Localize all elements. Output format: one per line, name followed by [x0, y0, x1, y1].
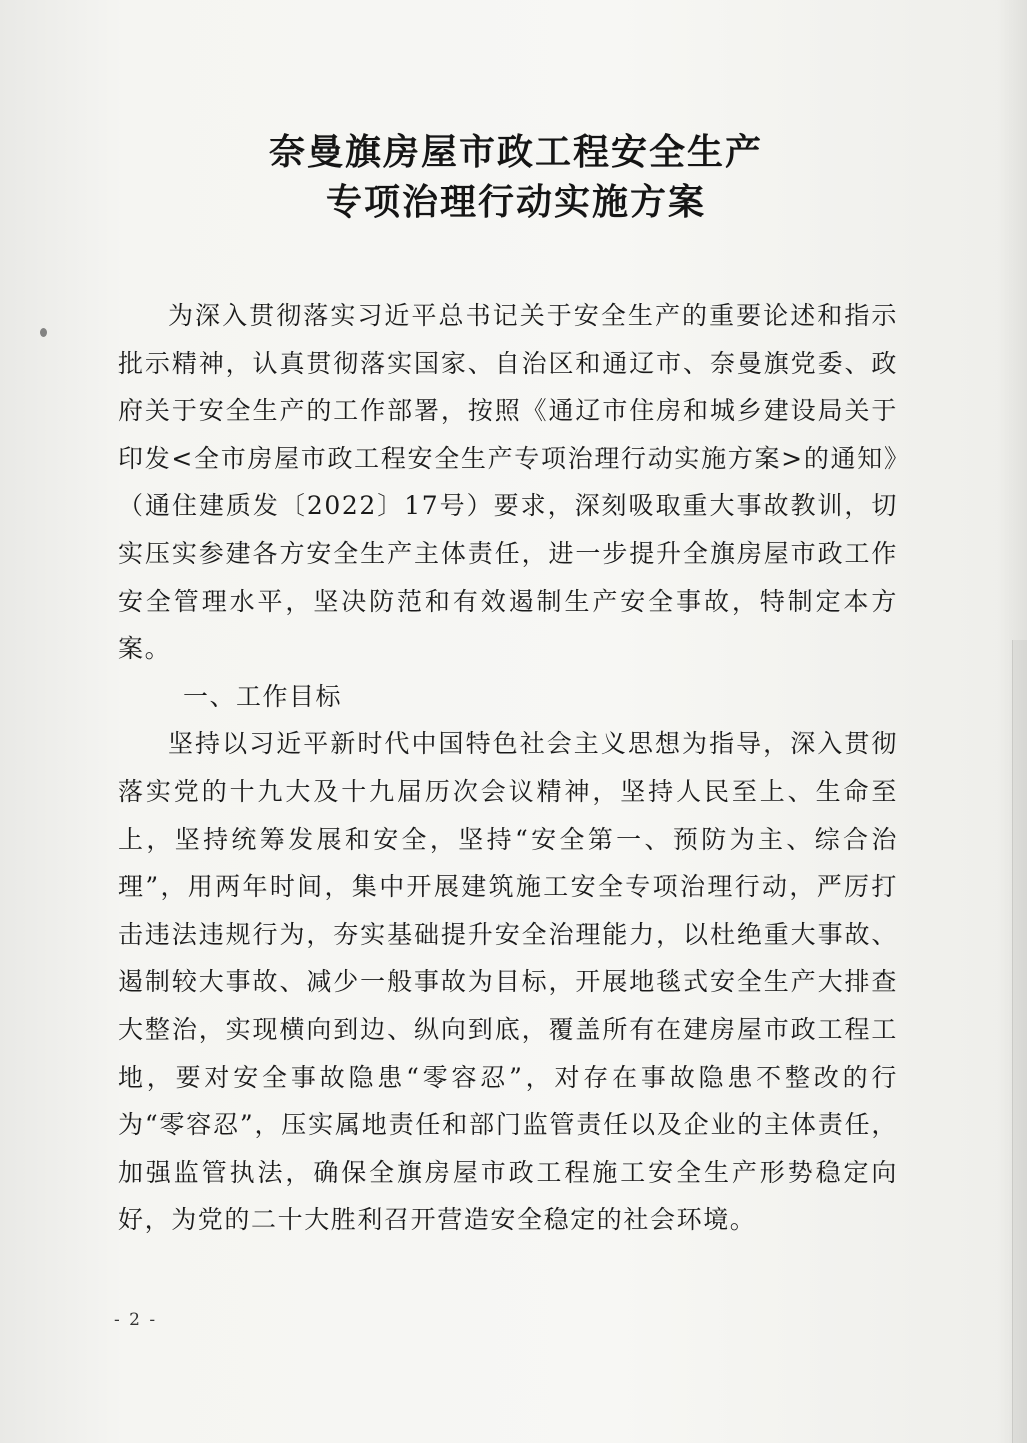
title-line-1: 奈曼旗房屋市政工程安全生产 [268, 132, 763, 173]
document-body [118, 292, 898, 1244]
section-heading: 一、工作目标 [183, 681, 343, 711]
section-paragraph: 坚持以习近平新时代中国特色社会主义思想为指导，深入贯彻落实党的十九大及十九届历次会议精神，坚持人民至上、生命至上，坚持统筹发展和安全，坚持“安全第一、预防为主、综合治理”，用两年时间，集中开展建筑施工安全专项治理行动，严厉打击违法违规行为，夯实基础提升安全治理能力，以杜绝重大事故、遏制较大事故、减少一般事故为目标，开展地毯式安全生产大排查大整治，实现横向到边、纵向到底，覆盖所有在建房屋市政工程工地，要对安全事故隐患“零容忍”，对存在事故隐患不整改的行为“零容忍”，压实属地责任和部门监管责任以及企业的主体责任，加强监管执法，确保全旗房屋市政工程施工安全生产形势稳定向好，为党的二十大胜利召开营造安全稳定的社会环境。 [118, 729, 898, 1235]
document-page [118, 128, 898, 1244]
document-title [134, 128, 898, 228]
page-number: - 2 - [114, 1310, 158, 1330]
intro-paragraph: 为深入贯彻落实习近平总书记关于安全生产的重要论述和指示批示精神，认真贯彻落实国家、自治区和通辽市、奈曼旗党委、政府关于安全生产的工作部署，按照《通辽市住房和城乡建设局关于印发<全市房屋市政工程安全生产专项治理行动实施方案>的通知》（通住建质发〔2022〕17号）要求，深刻吸取重大事故教训，切实压实参建各方安全生产主体责任，进一步提升全旗房屋市政工作安全管理水平，坚决防范和有效遏制生产安全事故，特制定本方案。 [118, 301, 898, 664]
title-line-2: 专项治理行动实施方案 [325, 182, 706, 223]
binding-hole-mark [40, 328, 47, 337]
page-shadow [997, 0, 1027, 1443]
